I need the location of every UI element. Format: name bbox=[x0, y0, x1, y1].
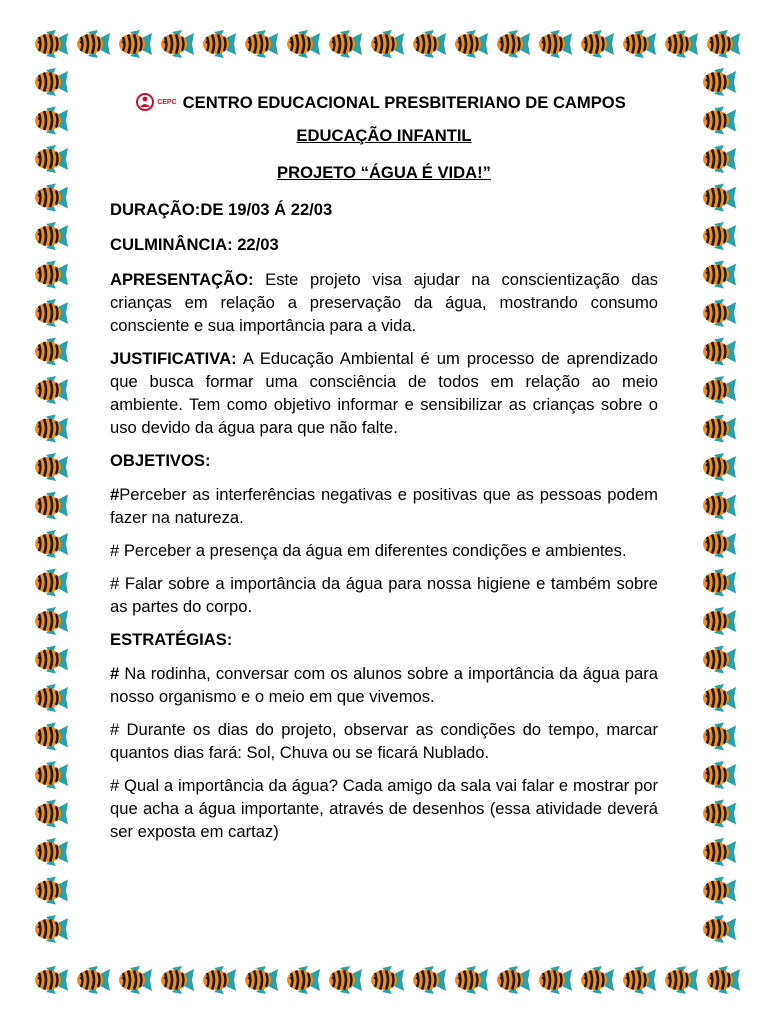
strategy-text: Na rodinha, conversar com os alunos sobre a importância da água para nosso organismo e o meio em que vivemos. bbox=[110, 664, 658, 706]
angelfish-icon bbox=[245, 966, 278, 994]
angelfish-icon bbox=[77, 30, 110, 58]
culmination: CULMINÂNCIA: 22/03 bbox=[110, 235, 279, 254]
angelfish-icon bbox=[35, 415, 68, 443]
angelfish-icon bbox=[703, 569, 736, 597]
angelfish-icon bbox=[623, 966, 656, 994]
angelfish-icon bbox=[413, 966, 446, 994]
school-name: CENTRO EDUCACIONAL PRESBITERIANO DE CAMPOS bbox=[182, 92, 626, 112]
angelfish-icon bbox=[371, 30, 404, 58]
angelfish-icon bbox=[703, 299, 736, 327]
angelfish-icon bbox=[703, 261, 736, 289]
angelfish-icon bbox=[703, 453, 736, 481]
angelfish-icon bbox=[77, 966, 110, 994]
angelfish-icon bbox=[665, 30, 698, 58]
angelfish-icon bbox=[703, 838, 736, 866]
angelfish-icon bbox=[455, 966, 488, 994]
angelfish-icon bbox=[35, 966, 68, 994]
objective-text: # Perceber a presença da água em diferentes condições e ambientes. bbox=[110, 541, 627, 560]
angelfish-icon bbox=[35, 107, 68, 135]
strategy-text: # Qual a importância da água? Cada amigo da sala vai falar e mostrar por que acha a água importante, através de desenhos (essa atividade deverá ser exposta em cartaz) bbox=[110, 776, 658, 841]
angelfish-icon bbox=[35, 492, 68, 520]
angelfish-icon bbox=[119, 966, 152, 994]
angelfish-icon bbox=[703, 415, 736, 443]
angelfish-icon bbox=[703, 145, 736, 173]
angelfish-icon bbox=[35, 761, 68, 789]
objective-item bbox=[110, 572, 658, 618]
angelfish-icon bbox=[35, 68, 68, 96]
segment-title: EDUCAÇÃO INFANTIL bbox=[296, 126, 472, 145]
strategy-text: # Durante os dias do projeto, observar as condições do tempo, marcar quantos dias fará: Sol, Chuva ou se ficará Nublado. bbox=[110, 720, 658, 762]
angelfish-icon bbox=[703, 68, 736, 96]
objective-item bbox=[110, 483, 658, 529]
angelfish-icon bbox=[581, 30, 614, 58]
angelfish-icon bbox=[703, 492, 736, 520]
strategy-mark: # bbox=[110, 664, 120, 683]
angelfish-icon bbox=[35, 800, 68, 828]
school-logo bbox=[134, 91, 176, 114]
objective-text: # Falar sobre a importância da água para nossa higiene e também sobre as partes do corpo. bbox=[110, 574, 658, 616]
angelfish-icon bbox=[35, 261, 68, 289]
angelfish-icon bbox=[665, 966, 698, 994]
angelfish-icon bbox=[35, 607, 68, 635]
justification-text: A Educação Ambiental é um processo de aprendizado que busca formar uma consciência de todos em relação ao meio ambiente. Tem como objetivo informar e sensibilizar as crianças sobre o uso devido da água para que não falte. bbox=[110, 349, 658, 437]
angelfish-icon bbox=[703, 222, 736, 250]
angelfish-icon bbox=[245, 30, 278, 58]
angelfish-icon bbox=[539, 30, 572, 58]
strategy-item bbox=[110, 774, 658, 843]
angelfish-icon bbox=[35, 684, 68, 712]
angelfish-icon bbox=[703, 723, 736, 751]
strategy-item bbox=[110, 662, 658, 708]
strategies-title: ESTRATÉGIAS: bbox=[110, 630, 233, 649]
angelfish-icon bbox=[707, 30, 740, 58]
angelfish-icon bbox=[35, 877, 68, 905]
angelfish-icon bbox=[161, 966, 194, 994]
logo-text: CEPC bbox=[157, 98, 177, 106]
angelfish-icon bbox=[35, 530, 68, 558]
angelfish-icon bbox=[707, 966, 740, 994]
angelfish-icon bbox=[35, 184, 68, 212]
objective-mark: # bbox=[110, 485, 120, 504]
angelfish-icon bbox=[413, 30, 446, 58]
angelfish-icon bbox=[35, 338, 68, 366]
angelfish-icon bbox=[35, 723, 68, 751]
angelfish-icon bbox=[35, 838, 68, 866]
angelfish-icon bbox=[35, 453, 68, 481]
angelfish-icon bbox=[287, 966, 320, 994]
objective-item bbox=[110, 539, 658, 562]
justification-paragraph bbox=[110, 347, 658, 439]
angelfish-icon bbox=[703, 915, 736, 943]
angelfish-icon bbox=[703, 530, 736, 558]
angelfish-icon bbox=[35, 376, 68, 404]
cepc-logo-icon bbox=[134, 93, 156, 111]
angelfish-icon bbox=[623, 30, 656, 58]
duration: DURAÇÃO:DE 19/03 Á 22/03 bbox=[110, 200, 333, 219]
angelfish-icon bbox=[35, 569, 68, 597]
angelfish-icon bbox=[581, 966, 614, 994]
objectives-title: OBJETIVOS: bbox=[110, 451, 211, 470]
angelfish-icon bbox=[703, 338, 736, 366]
angelfish-icon bbox=[703, 800, 736, 828]
angelfish-icon bbox=[203, 30, 236, 58]
angelfish-icon bbox=[35, 646, 68, 674]
angelfish-icon bbox=[703, 877, 736, 905]
angelfish-icon bbox=[329, 30, 362, 58]
angelfish-icon bbox=[35, 915, 68, 943]
angelfish-icon bbox=[497, 30, 530, 58]
angelfish-icon bbox=[703, 761, 736, 789]
angelfish-icon bbox=[703, 376, 736, 404]
angelfish-icon bbox=[35, 299, 68, 327]
angelfish-icon bbox=[329, 966, 362, 994]
angelfish-icon bbox=[371, 966, 404, 994]
strategy-item bbox=[110, 718, 658, 764]
angelfish-icon bbox=[119, 30, 152, 58]
presentation-label: APRESENTAÇÃO: bbox=[110, 270, 254, 289]
angelfish-icon bbox=[703, 646, 736, 674]
angelfish-icon bbox=[161, 30, 194, 58]
project-title: PROJETO “ÁGUA É VIDA!” bbox=[277, 163, 491, 182]
angelfish-icon bbox=[703, 184, 736, 212]
angelfish-icon bbox=[203, 966, 236, 994]
angelfish-icon bbox=[703, 107, 736, 135]
angelfish-icon bbox=[455, 30, 488, 58]
justification-label: JUSTIFICATIVA: bbox=[110, 349, 237, 368]
objective-text: Perceber as interferências negativas e positivas que as pessoas podem fazer na natureza. bbox=[110, 485, 658, 527]
angelfish-icon bbox=[35, 145, 68, 173]
angelfish-icon bbox=[35, 30, 68, 58]
presentation-text: Este projeto visa ajudar na conscientização das crianças em relação a preservação da água, mostrando consumo consciente e sua importância para a vida. bbox=[110, 270, 658, 335]
angelfish-icon bbox=[497, 966, 530, 994]
presentation-paragraph bbox=[110, 268, 658, 337]
angelfish-icon bbox=[35, 222, 68, 250]
angelfish-icon bbox=[703, 607, 736, 635]
angelfish-icon bbox=[287, 30, 320, 58]
angelfish-icon bbox=[703, 684, 736, 712]
school-header bbox=[102, 86, 658, 118]
document-body bbox=[110, 86, 658, 853]
angelfish-icon bbox=[539, 966, 572, 994]
